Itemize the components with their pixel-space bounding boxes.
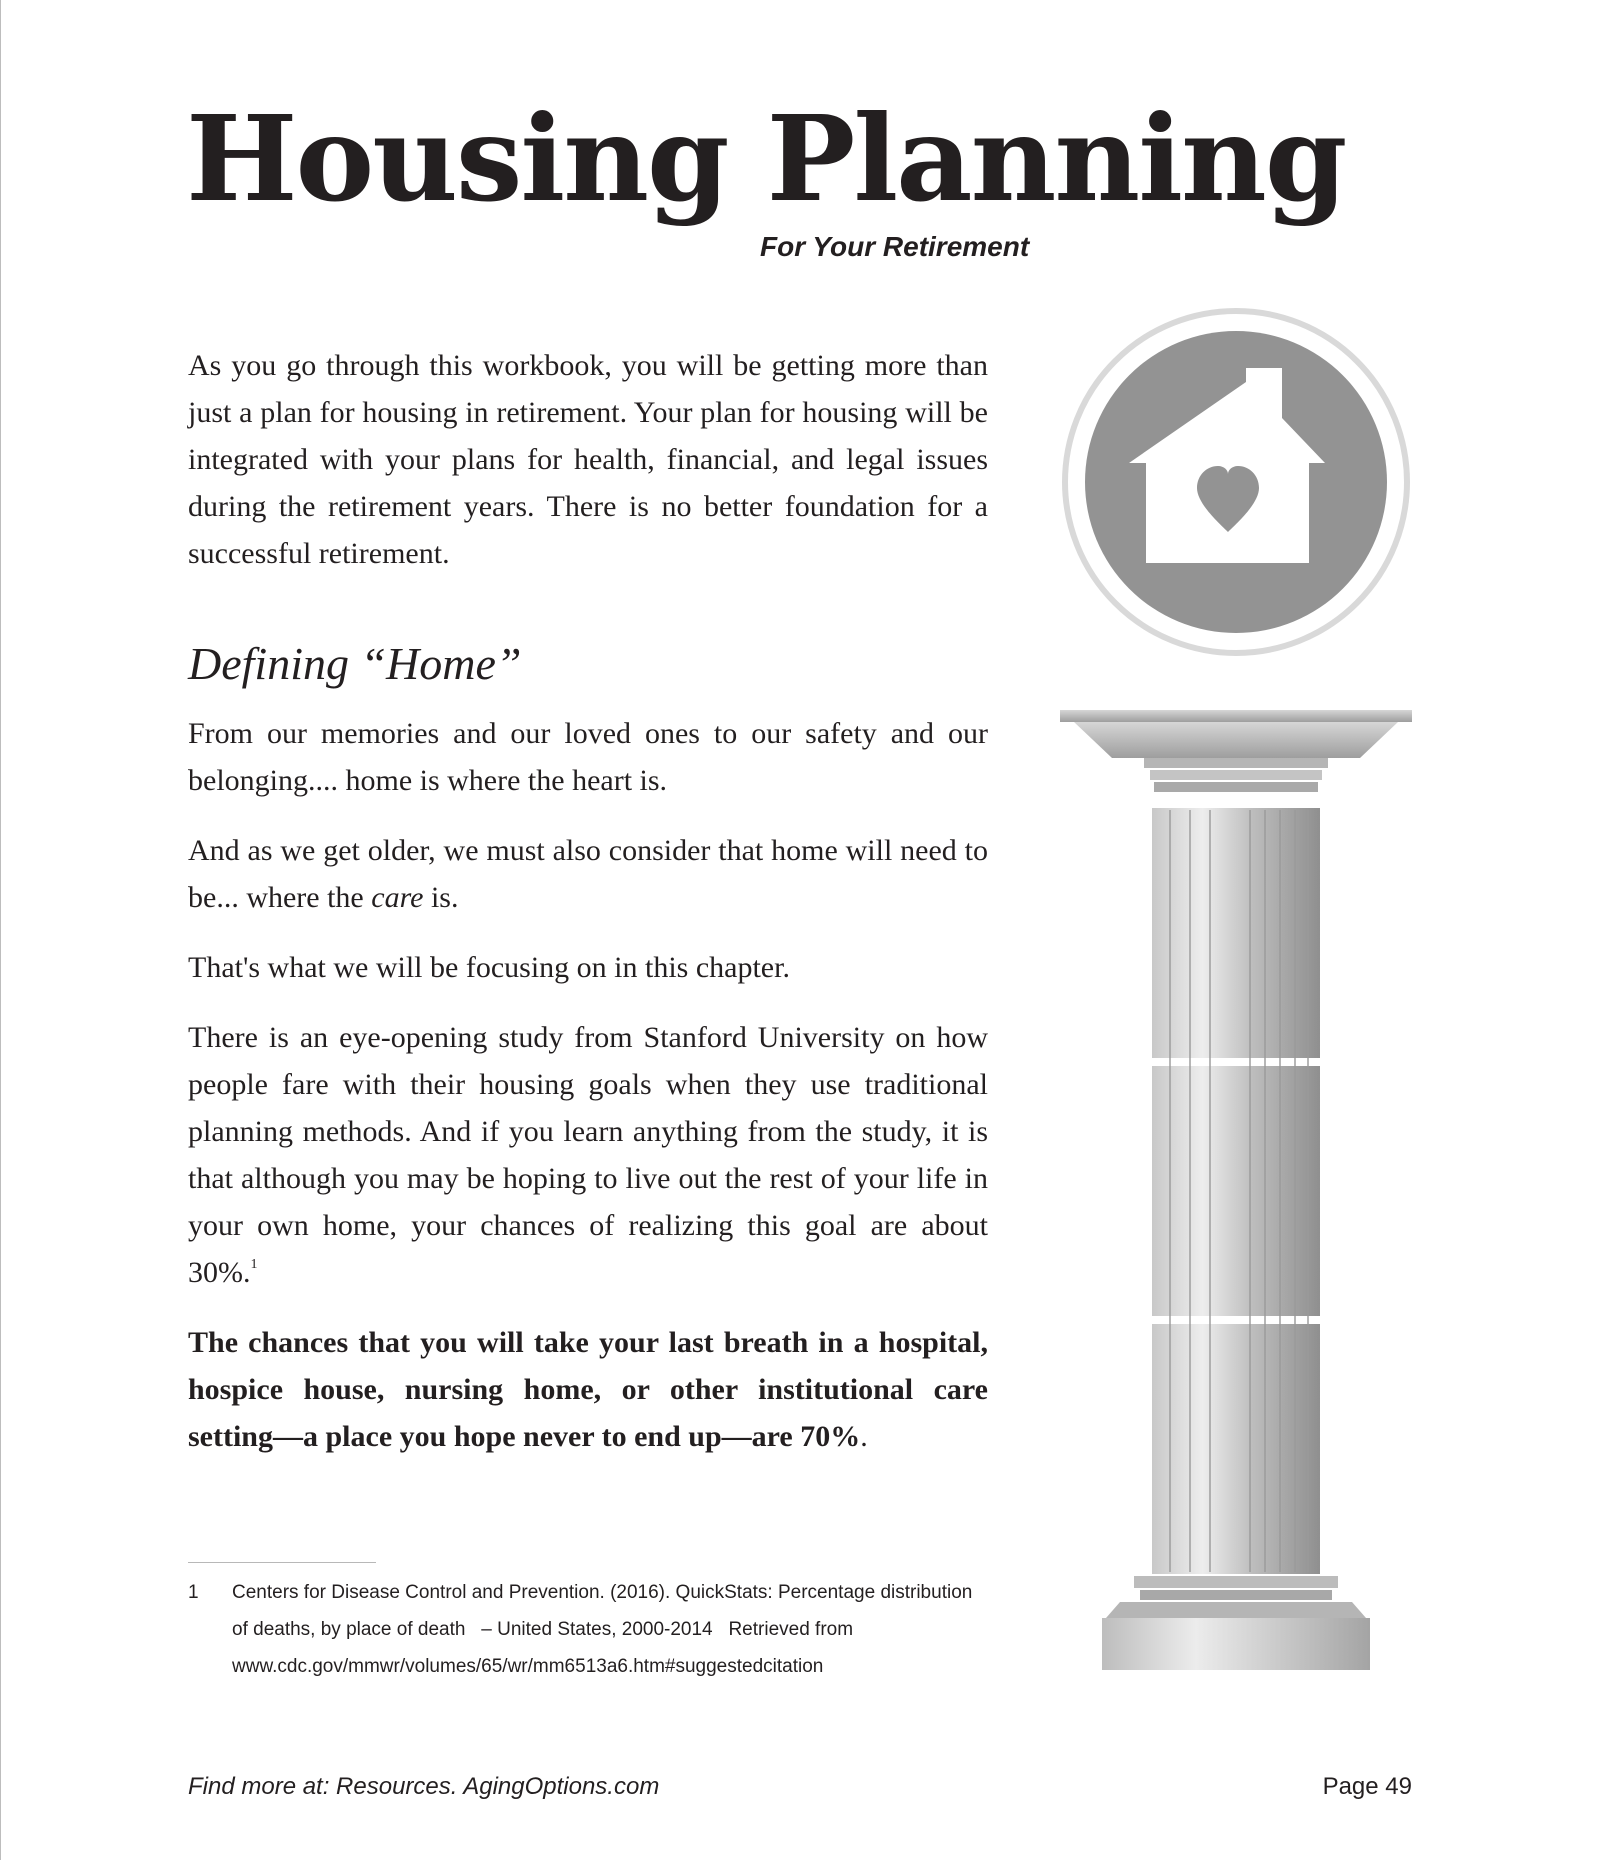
footnote-reference[interactable]: 1 [250, 1257, 258, 1272]
paragraph-chapter-focus: That's what we will be focusing on in this chapter. [188, 951, 790, 984]
footnote-line-1: Centers for Disease Control and Prevention. (2016). QuickStats: Percentage distribution [232, 1582, 973, 1603]
footnote-url[interactable]: www.cdc.gov/mmwr/volumes/65/wr/mm6513a6.htm#suggestedcitation [232, 1656, 824, 1677]
section-heading: Defining “Home” [188, 638, 522, 689]
main-content [188, 342, 988, 1483]
care-emphasis: care [371, 881, 424, 914]
paragraph-stanford-study [188, 1014, 988, 1296]
footnote-number: 1 [188, 1582, 199, 1603]
paragraph-stanford-text: There is an eye-opening study from Stanford University on how people fare with their housing goals when they use traditional planning methods. And if you learn anything from the study, it is that although you may be hoping to live out the rest of your life in your own home, your chances of realizing this goal are about 30%. [188, 1021, 988, 1289]
paragraph-institutional-care [188, 1319, 988, 1460]
paragraph-home-care-end: is. [423, 881, 459, 914]
house-heart-icon [1060, 306, 1412, 658]
footnote [188, 1574, 988, 1685]
footnote-line-2: of deaths, by place of death – United States, 2000-2014 Retrieved from [232, 1619, 854, 1640]
paragraph-home-care [188, 827, 988, 921]
page-edge-line [0, 0, 1, 1860]
page-subtitle: For Your Retirement [760, 231, 1030, 262]
institutional-care-bold-text: The chances that you will take your last breath in a hospital, hospice house, nursing home, or other institutional care setting—a place you hope never to end up—are 70% [188, 1326, 988, 1453]
institutional-care-period: . [860, 1420, 868, 1453]
footer-page-number: Page 49 [1322, 1773, 1412, 1800]
footnote-divider [188, 1562, 376, 1563]
footer-resource-link[interactable]: Find more at: Resources. AgingOptions.com [188, 1773, 660, 1800]
paragraph-home-heart: From our memories and our loved ones to our safety and our belonging.... home is where the heart is. [188, 717, 988, 797]
pillar-column-icon [1060, 706, 1412, 1676]
page-title: Housing Planning [186, 89, 1346, 228]
paragraph-home-care-start: And as we get older, we must also consider that home will need to be... where the [188, 834, 988, 914]
intro-paragraph: As you go through this workbook, you will be getting more than just a plan for housing in retirement. Your plan for housing will be integrated with your plans for health, financial, and legal issues during the retirement years. There is no better foundation for a successful retirement. [188, 349, 988, 570]
